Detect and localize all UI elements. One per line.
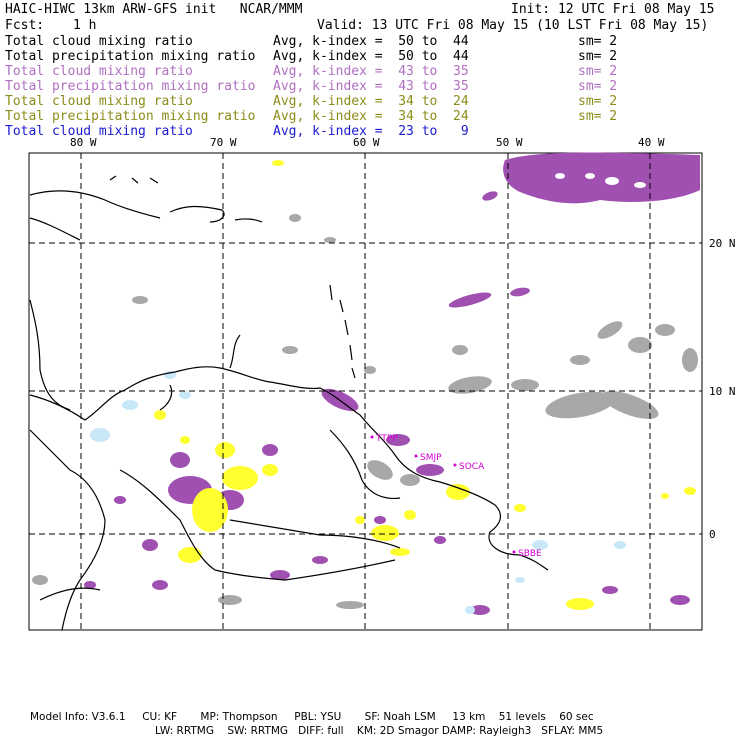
lat-label: 0 <box>709 528 716 541</box>
station-marker <box>371 436 374 439</box>
legend-field-name: Total precipitation mixing ratio <box>5 79 256 94</box>
coastline-segment <box>30 300 70 410</box>
field-blob <box>374 516 386 524</box>
coastline-segment <box>110 176 116 180</box>
legend-smoothing: sm= 2 <box>578 64 618 79</box>
field-blob <box>416 464 444 476</box>
legend-smoothing: sm= 2 <box>578 94 618 109</box>
field-blob <box>324 237 336 243</box>
coastline-segment <box>352 368 355 378</box>
legend-smoothing: sm= 2 <box>578 109 618 124</box>
forecast-hour: 1 h <box>73 18 97 33</box>
lat-label: 10 N <box>709 385 736 398</box>
field-blob <box>655 324 675 336</box>
field-blob <box>628 337 652 353</box>
field-blob <box>447 373 493 396</box>
field-gap <box>634 182 646 188</box>
legend-k-index: Avg, k-index = 34 to 24 <box>273 94 469 109</box>
field-blob <box>179 391 191 399</box>
lon-label: 40 W <box>638 136 665 149</box>
field-blob <box>154 410 166 420</box>
legend-field-name: Total precipitation mixing ratio <box>5 49 256 64</box>
legend-k-index: Avg, k-index = 34 to 24 <box>273 109 469 124</box>
lon-label: 60 W <box>353 136 380 149</box>
field-gap <box>605 177 619 185</box>
coastline-segment <box>40 588 100 600</box>
field-blob <box>566 598 594 610</box>
field-blob <box>336 601 364 609</box>
lon-label: 80 W <box>70 136 97 149</box>
coastline-segment <box>132 178 138 183</box>
field-blob <box>614 541 626 549</box>
field-blob <box>170 452 190 468</box>
station-label: TTPP <box>376 434 398 444</box>
coastline-segment <box>150 178 158 183</box>
legend-k-index: Avg, k-index = 43 to 35 <box>273 79 469 94</box>
forecast-label: Fcst: <box>5 18 45 33</box>
legend-smoothing: sm= 2 <box>578 79 618 94</box>
field-blob <box>218 595 242 605</box>
field-blob <box>684 487 696 495</box>
field-blob <box>682 348 698 372</box>
legend-k-index: Avg, k-index = 23 to 9 <box>273 124 469 139</box>
legend-field-name: Total precipitation mixing ratio <box>5 109 256 124</box>
field-blob <box>570 355 590 365</box>
field-gap <box>585 173 595 179</box>
field-blob <box>132 296 148 304</box>
coastline-segment <box>160 385 172 410</box>
field-blob <box>404 510 416 520</box>
lon-label: 70 W <box>210 136 237 149</box>
legend-k-index: Avg, k-index = 50 to 44 <box>273 34 469 49</box>
station-label: SBBE <box>518 549 542 559</box>
station-marker <box>513 551 516 554</box>
field-gap <box>555 173 565 179</box>
field-blob <box>364 456 396 484</box>
lon-label: 50 W <box>496 136 523 149</box>
field-blob <box>142 539 158 551</box>
model-info-line2: LW: RRTMG SW: RRTMG DIFF: full KM: 2D Smagor DAMP: Rayleigh3 SFLAY: MM5 <box>155 725 604 737</box>
field-blob <box>122 400 138 410</box>
legend-smoothing: sm= 2 <box>578 49 618 64</box>
field-blob <box>447 289 492 310</box>
coastline-segment <box>235 219 262 222</box>
field-blob <box>289 214 301 222</box>
field-blob <box>32 575 48 585</box>
latitude-labels <box>709 237 736 541</box>
valid-time: Valid: 13 UTC Fri 08 May 15 (10 LST Fri 08 May 15) <box>317 18 709 33</box>
coastline-segment <box>345 320 348 335</box>
field-blob <box>503 153 700 204</box>
field-blob <box>595 318 625 342</box>
field-blob <box>452 345 468 355</box>
field-blob <box>481 190 499 203</box>
station-marker <box>415 455 418 458</box>
coastline-segment <box>30 367 220 420</box>
coastlines <box>30 176 548 630</box>
station-marker <box>454 464 457 467</box>
field-blob <box>434 536 446 544</box>
plot-title: HAIC-HIWC 13km ARW-GFS init NCAR/MMM <box>5 2 303 17</box>
legend-field-name: Total cloud mixing ratio <box>5 94 193 109</box>
field-blob <box>215 442 235 458</box>
legend-field-name: Total cloud mixing ratio <box>5 124 193 139</box>
field-blob <box>661 493 669 499</box>
init-time: Init: 12 UTC Fri 08 May 15 <box>511 2 715 17</box>
field-blob <box>364 366 376 374</box>
precip-cloud-fields <box>32 153 700 615</box>
longitude-labels <box>70 136 665 149</box>
field-blob <box>446 484 470 500</box>
field-blob <box>180 436 190 444</box>
legend-k-index: Avg, k-index = 43 to 35 <box>273 64 469 79</box>
station-label: SOCA <box>459 462 485 472</box>
field-blob <box>178 547 202 563</box>
legend-k-index: Avg, k-index = 50 to 44 <box>273 49 469 64</box>
legend-field-name: Total cloud mixing ratio <box>5 34 193 49</box>
lat-label: 20 N <box>709 237 736 250</box>
field-blob <box>262 464 278 476</box>
coastline-segment <box>230 335 240 368</box>
field-blob <box>465 606 475 614</box>
field-blob <box>262 444 278 456</box>
field-blob <box>371 525 399 541</box>
field-blob <box>515 577 525 583</box>
coastline-segment <box>330 285 332 300</box>
field-blob <box>90 428 110 442</box>
coastline-segment <box>340 300 343 312</box>
field-blob <box>390 548 410 556</box>
field-blob <box>670 595 690 605</box>
station-label: SMJP <box>420 453 442 463</box>
field-blob <box>312 556 328 564</box>
lat-lon-grid <box>29 153 702 630</box>
field-blob <box>282 346 298 354</box>
field-blob <box>514 504 526 512</box>
field-blob <box>152 580 168 590</box>
model-info-line1: Model Info: V3.6.1 CU: KF MP: Thompson PBL: YSU SF: Noah LSM 13 km 51 levels 60 sec <box>30 711 594 723</box>
field-blob <box>272 160 284 166</box>
field-blob <box>509 286 530 297</box>
legend-smoothing: sm= 2 <box>578 34 618 49</box>
coastline-segment <box>30 191 160 218</box>
field-blob <box>114 496 126 504</box>
field-blob <box>400 474 420 486</box>
coastline-segment <box>30 218 80 240</box>
field-blob <box>355 516 365 524</box>
coastline-segment <box>350 345 352 360</box>
coastline-segment <box>170 206 224 222</box>
field-blob <box>511 379 539 391</box>
field-blob <box>602 586 618 594</box>
field-blob <box>222 466 258 490</box>
legend-field-name: Total cloud mixing ratio <box>5 64 193 79</box>
